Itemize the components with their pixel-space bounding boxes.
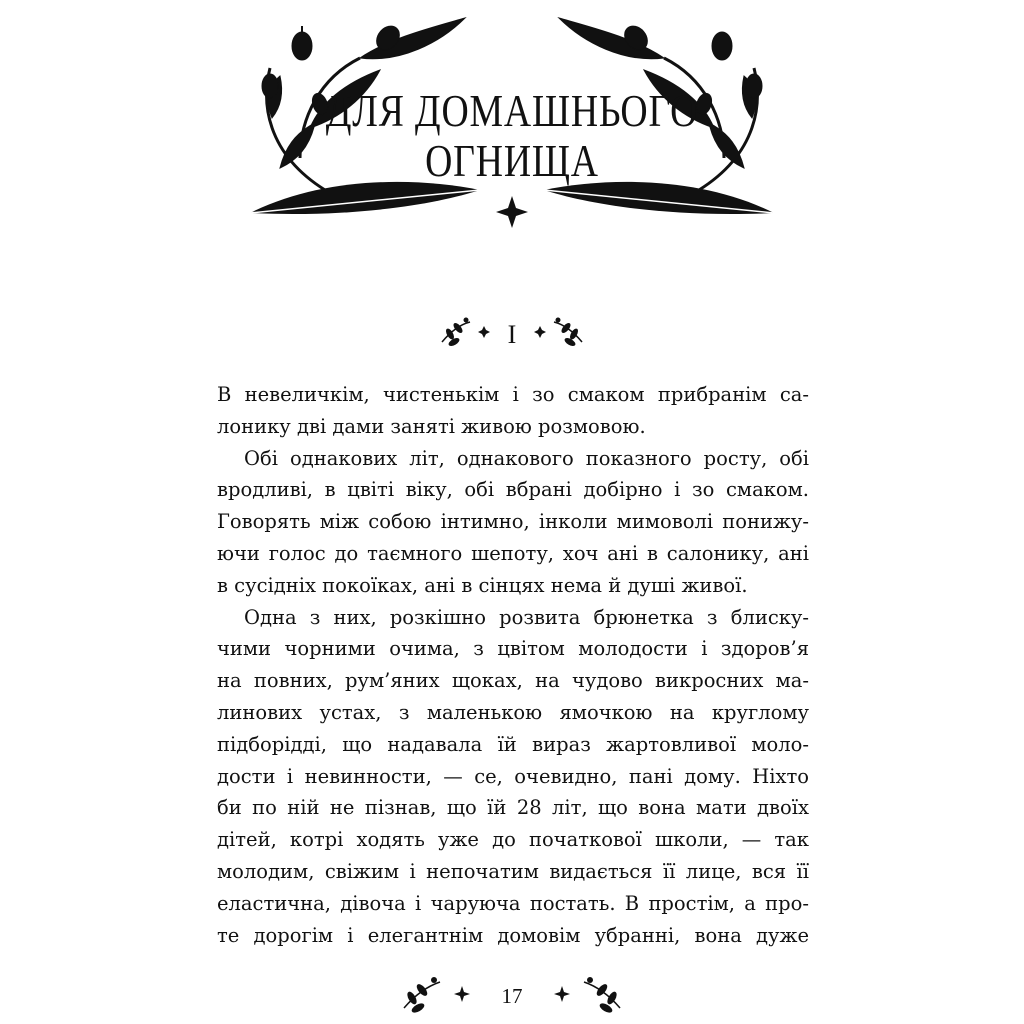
text-line: В невеличкім, чистенькім і зо смаком прибранім са- — [217, 383, 809, 406]
body-text — [217, 379, 809, 951]
text-line: Одна з них, розкішно розвита брюнетка з блиску- — [244, 605, 809, 629]
right-sprig-icon — [528, 312, 584, 352]
page-number: 17 — [501, 984, 523, 1008]
right-feather-icon — [544, 182, 774, 214]
footer-right-sprig-icon — [544, 972, 624, 1016]
crescent-moon-icon — [495, 14, 520, 60]
text-line: чими чорними очима, з цвітом молодости і здоров’я — [217, 637, 809, 661]
page-footer — [0, 970, 1024, 1020]
text-line: дітей, котрі ходять уже до початкової школи, — так — [217, 828, 809, 852]
chapter-number: I — [507, 320, 517, 349]
text-line: вродливі, в цвіті віку, обі вбрані добірно і зо смаком. — [217, 478, 809, 502]
text-line: еластична, дівоча і чаруюча постать. В простім, а про- — [217, 891, 809, 915]
text-line: підборідді, що надавала їй вираз жартовливої моло- — [217, 732, 809, 756]
text-line: би по ній не пізнав, що їй 28 літ, що вона мати двоїх — [217, 796, 809, 820]
text-line: Обі однакових літ, однакового показного росту, обі — [244, 446, 809, 470]
text-line: на повних, рум’яних щоках, на чудово викросних ма- — [217, 669, 809, 693]
chapter-marker — [0, 312, 1024, 352]
text-line: дости і невинности, — се, очевидно, пані дому. Ніхто — [217, 764, 809, 788]
text-line: ючи голос до таємного шепоту, хоч ані в салонику, ані — [217, 541, 809, 565]
text-line: линових устах, з маленькою ямочкою на круглому — [217, 700, 809, 724]
left-feather-icon — [250, 182, 480, 214]
page-title-line-1: ДЛЯ ДОМАШНЬОГО — [325, 85, 699, 136]
text-line: молодим, свіжим і непочатим видається її лице, вся її — [217, 859, 809, 883]
text-line: Говорять між собою інтимно, інколи мимоволі понижу- — [217, 510, 809, 534]
page-title-line-2: ОГНИЩА — [425, 135, 599, 186]
text-line: те дорогім і елегантнім домовім убранні, вона дуже — [217, 923, 809, 947]
four-point-star-icon — [496, 196, 528, 228]
text-line: лонику дві дами заняті живою розмовою. — [217, 414, 646, 438]
text-line: в сусідніх покоїках, ані в сінцях нема й душі живої. — [217, 573, 748, 597]
